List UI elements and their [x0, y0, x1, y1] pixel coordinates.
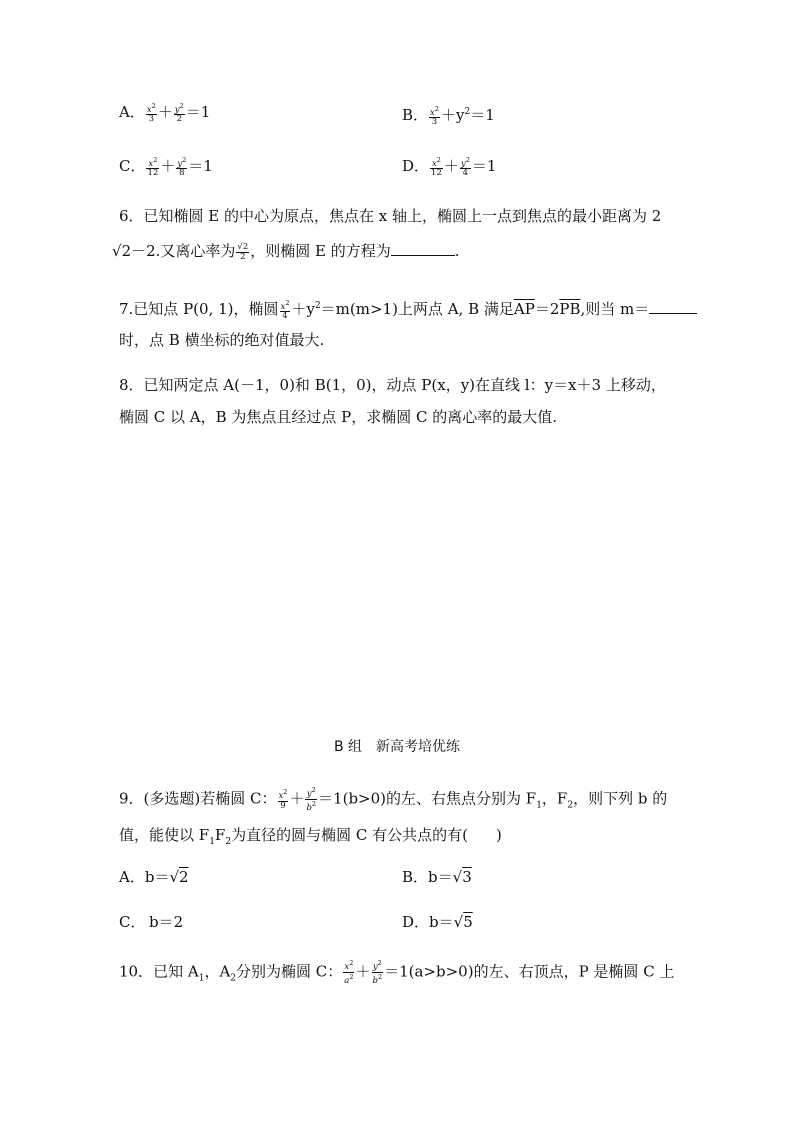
fraction: $\frac{x^2}{12}$: [147, 155, 159, 179]
fraction: $\frac{y^2}{4}$: [460, 155, 470, 179]
question-10-line1: 10．已知 $A_1$，$A_2$分别为椭圆 C： $\frac{x^2}{a^2}$ ＋ $\frac{y^2}{b^2}$ ＝1(a>b>0)的左、右顶点，P 是椭圆 C 上: [119, 959, 675, 986]
option-9c: C．: [119, 913, 146, 931]
question-9-line1: 9．(多选题)若椭圆 C： $\frac{x^2}{9}$ ＋ $\frac{y^2}{b^2}$ ＝1(b>0)的左、右焦点分别为 $F_1$，$F_2$，则下列 b 的: [119, 786, 668, 813]
question-9-line2: 值，能使以 $F_1F_2$为直径的圆与椭圆 C 有公共点的有( ): [119, 826, 502, 847]
option-9c-text: b＝2: [149, 913, 184, 931]
answer-blank: [391, 241, 455, 256]
option-9a: A．b＝√2: [119, 868, 189, 886]
sqrt-symbol: √: [112, 242, 122, 260]
question-7-line1: 7.已知点 P(0, 1)，椭圆 $\frac{x^2}{4}$ $+y^2=m(m>1)$上两点 A, B 满足$\overline{AP}=2\overline{PB}$,则当 m＝: [119, 295, 697, 321]
option-5c: C． $\frac{x^2}{12}$ ＋ $\frac{y^2}{8}$ ＝1: [119, 155, 213, 179]
question-7-line2: 时，点 B 横坐标的绝对值最大.: [119, 331, 325, 349]
fraction: $\frac{x^2}{3}$: [146, 101, 156, 125]
fraction: $\frac{y^2}{2}$: [174, 101, 184, 125]
sqrt-symbol: √: [453, 913, 464, 931]
fraction: $\frac{x^2}{3}$: [430, 104, 439, 128]
question-8-line1: 8．已知两定点 A(－1，0)和 B(1，0)，动点 P(x，y)在直线 l：y＝x＋3 上移动，: [119, 376, 666, 394]
section-heading: B 组 新高考培优练: [333, 739, 461, 755]
option-5a: A． $\frac{x^2}{3}$ ＋ $\frac{y^2}{2}$ ＝1: [119, 101, 211, 125]
sqrt-symbol: √: [452, 868, 463, 886]
fraction: $\frac{y^2}{8}$: [177, 155, 187, 179]
fraction: $\frac{y^2}{b^2}$: [306, 786, 317, 813]
option-5b: B． $\frac{x^2}{3}$ $+y^2=1$: [402, 104, 495, 128]
fraction: $\frac{x^2}{9}$: [278, 787, 288, 811]
question-6-line2: √2－2.又离心率为 $\frac{√2}{2}$ ，则椭圆 E 的方程为 .: [112, 241, 460, 262]
vector-ap: $\overline{AP}$: [513, 300, 535, 318]
option-9b: B．b＝√3: [402, 868, 472, 886]
option-9d: D．b＝√5: [402, 913, 473, 931]
fraction: $\frac{y^2}{b^2}$: [372, 959, 383, 986]
answer-blank: [649, 299, 697, 314]
option-5d: D． $\frac{x^2}{12}$ ＋ $\frac{y^2}{4}$ ＝1: [402, 155, 497, 179]
fraction: $\frac{√2}{2}$: [237, 241, 249, 262]
fraction: $\frac{x^2}{12}$: [431, 155, 442, 179]
sqrt-symbol: √: [169, 868, 180, 886]
vector-pb: $\overline{PB}$: [559, 300, 581, 318]
fraction: $\frac{x^2}{a^2}$: [344, 959, 354, 986]
question-8-line2: 椭圆 C 以 A，B 为焦点且经过点 P，求椭圆 C 的离心率的最大值.: [119, 408, 558, 426]
fraction: $\frac{x^2}{4}$: [280, 298, 290, 322]
question-6-line1: 6．已知椭圆 E 的中心为原点，焦点在 x 轴上，椭圆上一点到焦点的最小距离为 2: [119, 207, 662, 225]
